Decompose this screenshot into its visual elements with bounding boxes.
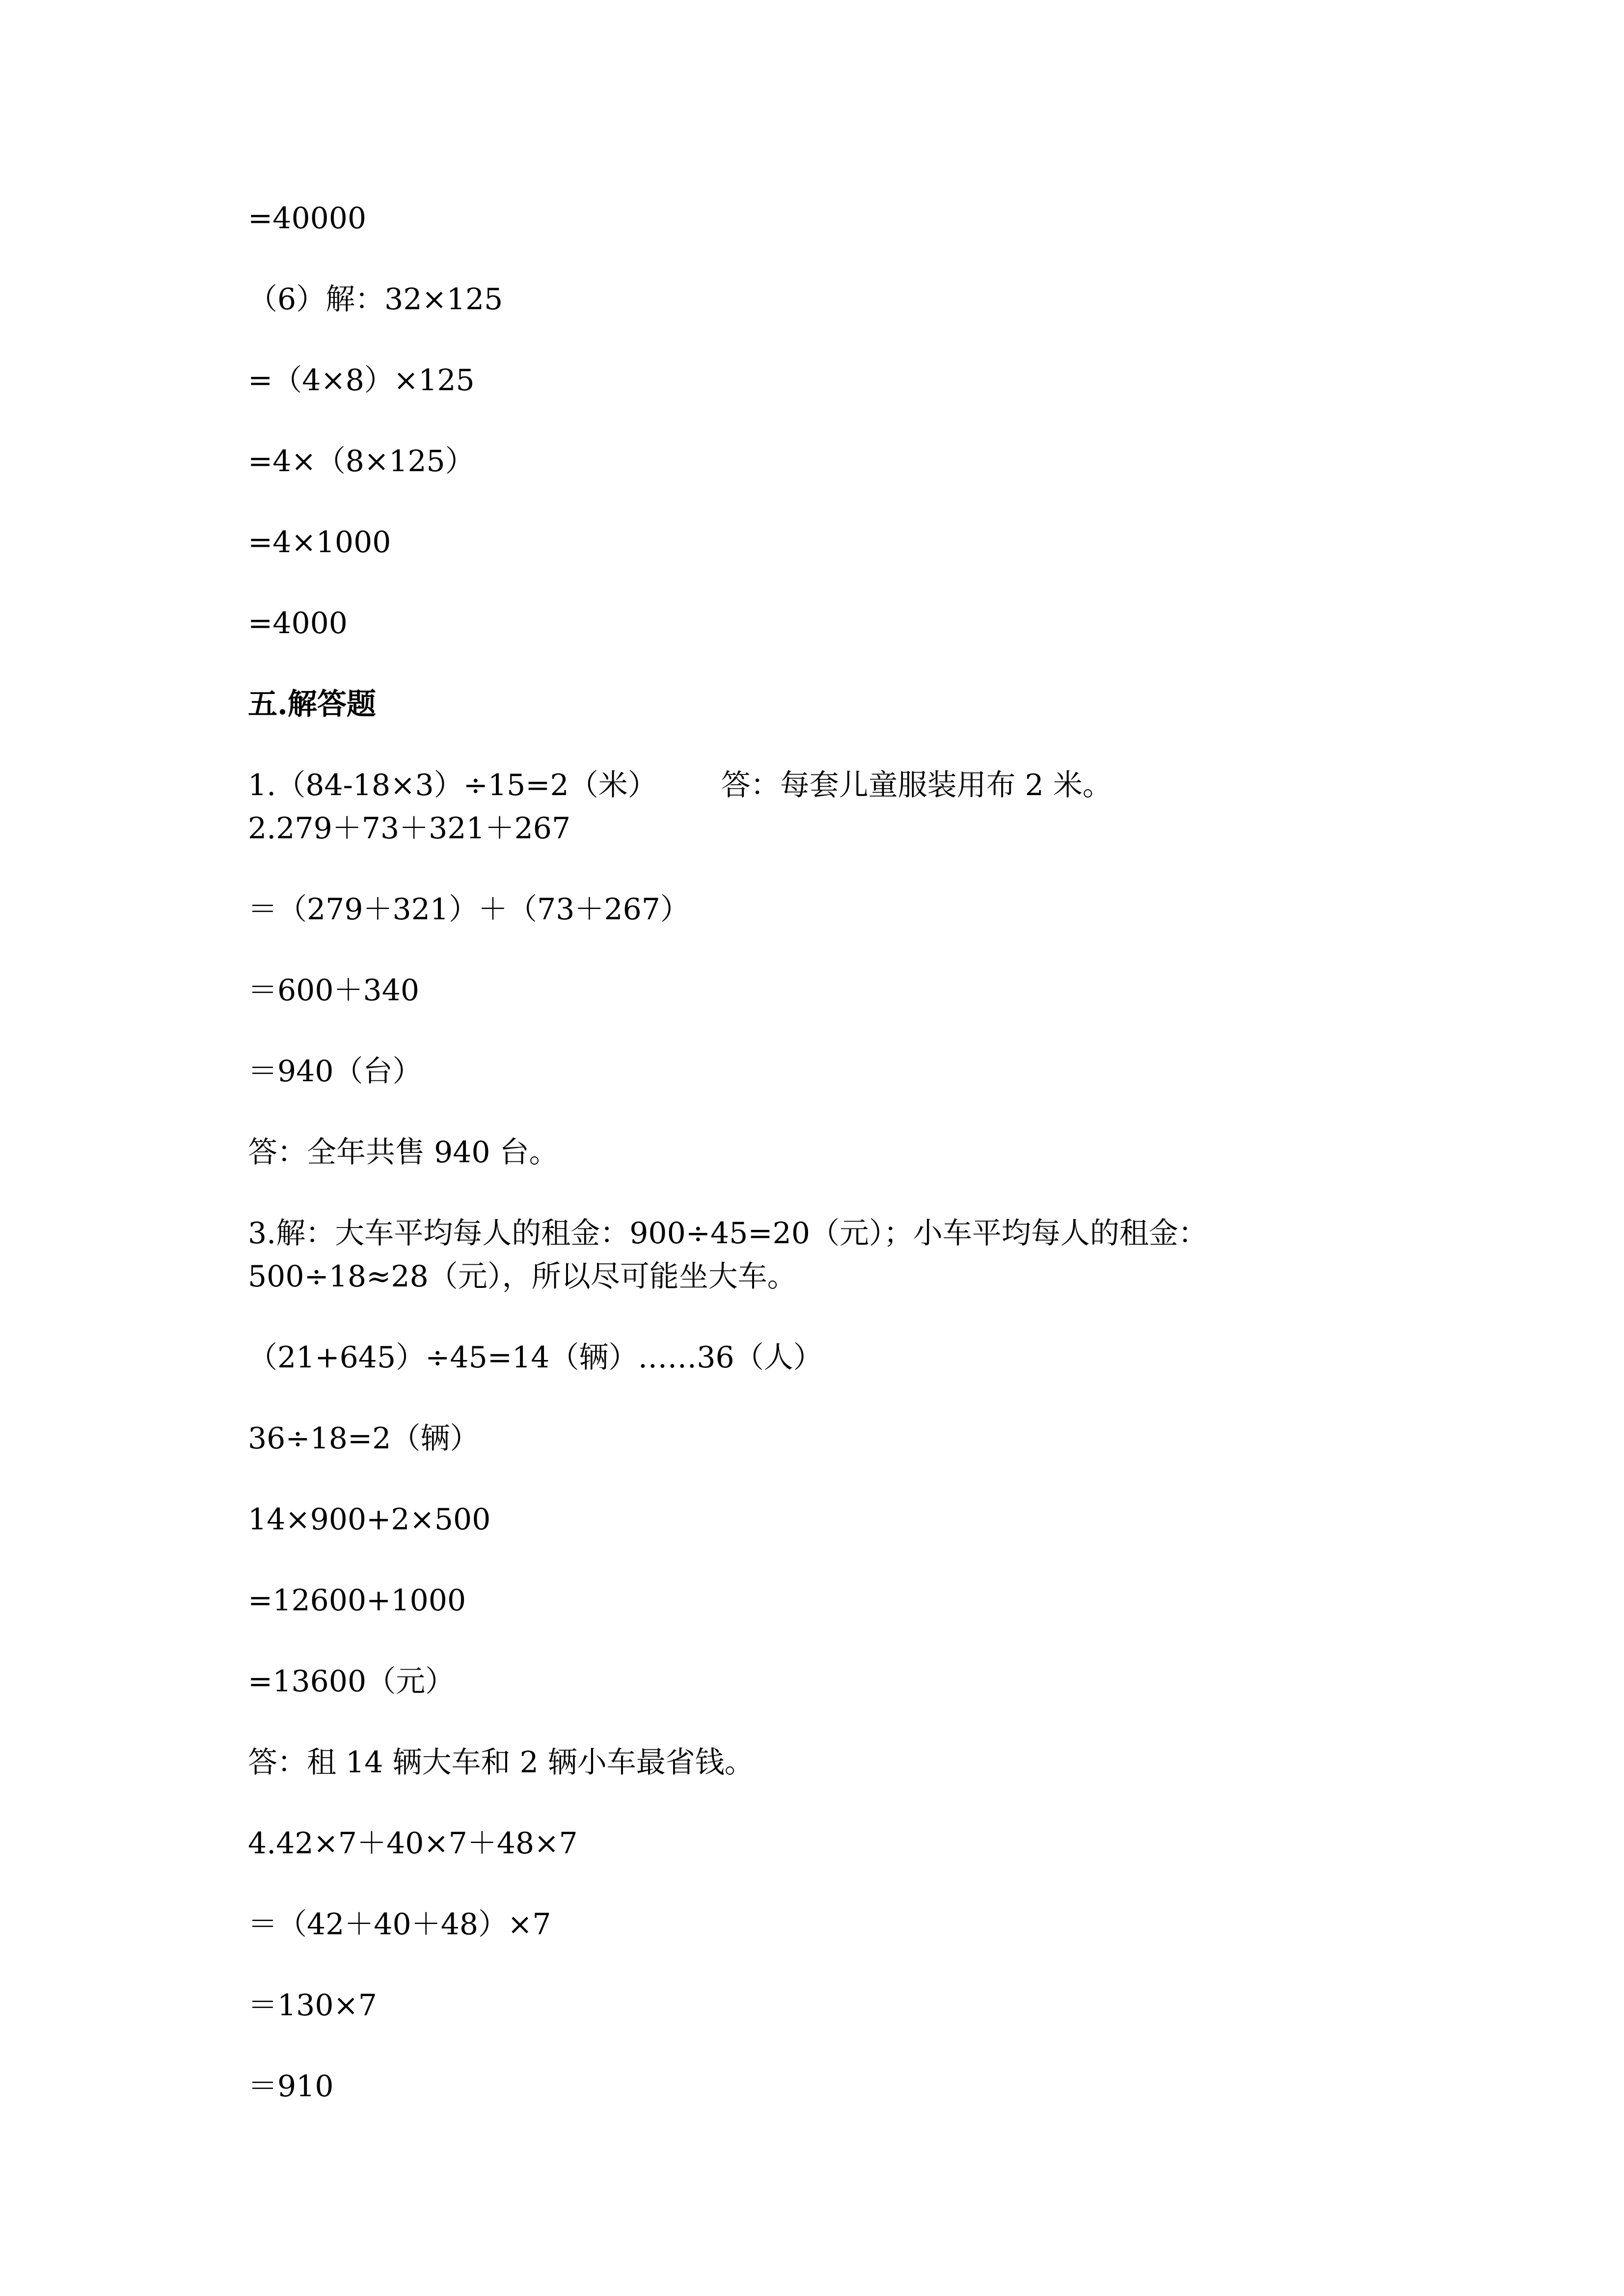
calc-line: =（4×8）×125	[248, 363, 475, 398]
calc-line: （21+645）÷45=14（辆）……36（人）	[248, 1340, 823, 1375]
calc-line: ＝（42＋40＋48）×7	[248, 1907, 551, 1942]
calc-line: =4×1000	[248, 525, 391, 560]
calc-line: 14×900+2×500	[248, 1502, 491, 1537]
calc-line: =40000	[248, 201, 367, 236]
calc-line: （6）解：32×125	[248, 282, 503, 317]
section-heading: 五.解答题	[248, 687, 376, 721]
calc-line: =12600+1000	[248, 1583, 466, 1618]
calc-line: =4000	[248, 606, 348, 641]
calc-line: ＝910	[248, 2069, 334, 2104]
question-1-answer: 答：每套儿童服装用布 2 米。	[721, 768, 1112, 802]
calc-line: ＝（279＋321）＋（73＋267）	[248, 892, 690, 927]
question-1	[248, 766, 1112, 805]
calc-line: 4.42×7＋40×7＋48×7	[248, 1826, 578, 1861]
calc-line: =13600（元）	[248, 1664, 455, 1699]
answer-line: 答：租 14 辆大车和 2 辆小车最省钱。	[248, 1745, 754, 1780]
calc-line: 500÷18≈28（元），所以尽可能坐大车。	[248, 1259, 797, 1294]
answer-line: 答：全年共售 940 台。	[248, 1135, 559, 1170]
calc-line: ＝600＋340	[248, 973, 420, 1008]
calc-line: ＝130×7	[248, 1988, 377, 2023]
question-1-work: 1.（84-18×3）÷15=2（米）	[248, 768, 657, 802]
calc-line: 36÷18=2（辆）	[248, 1421, 480, 1456]
calc-line: 3.解：大车平均每人的租金：900÷45=20（元）；小车平均每人的租金：	[248, 1216, 1208, 1251]
calc-line: ＝940（台）	[248, 1054, 422, 1089]
calc-line: 2.279＋73＋321＋267	[248, 811, 571, 846]
calc-line: =4×（8×125）	[248, 444, 475, 479]
